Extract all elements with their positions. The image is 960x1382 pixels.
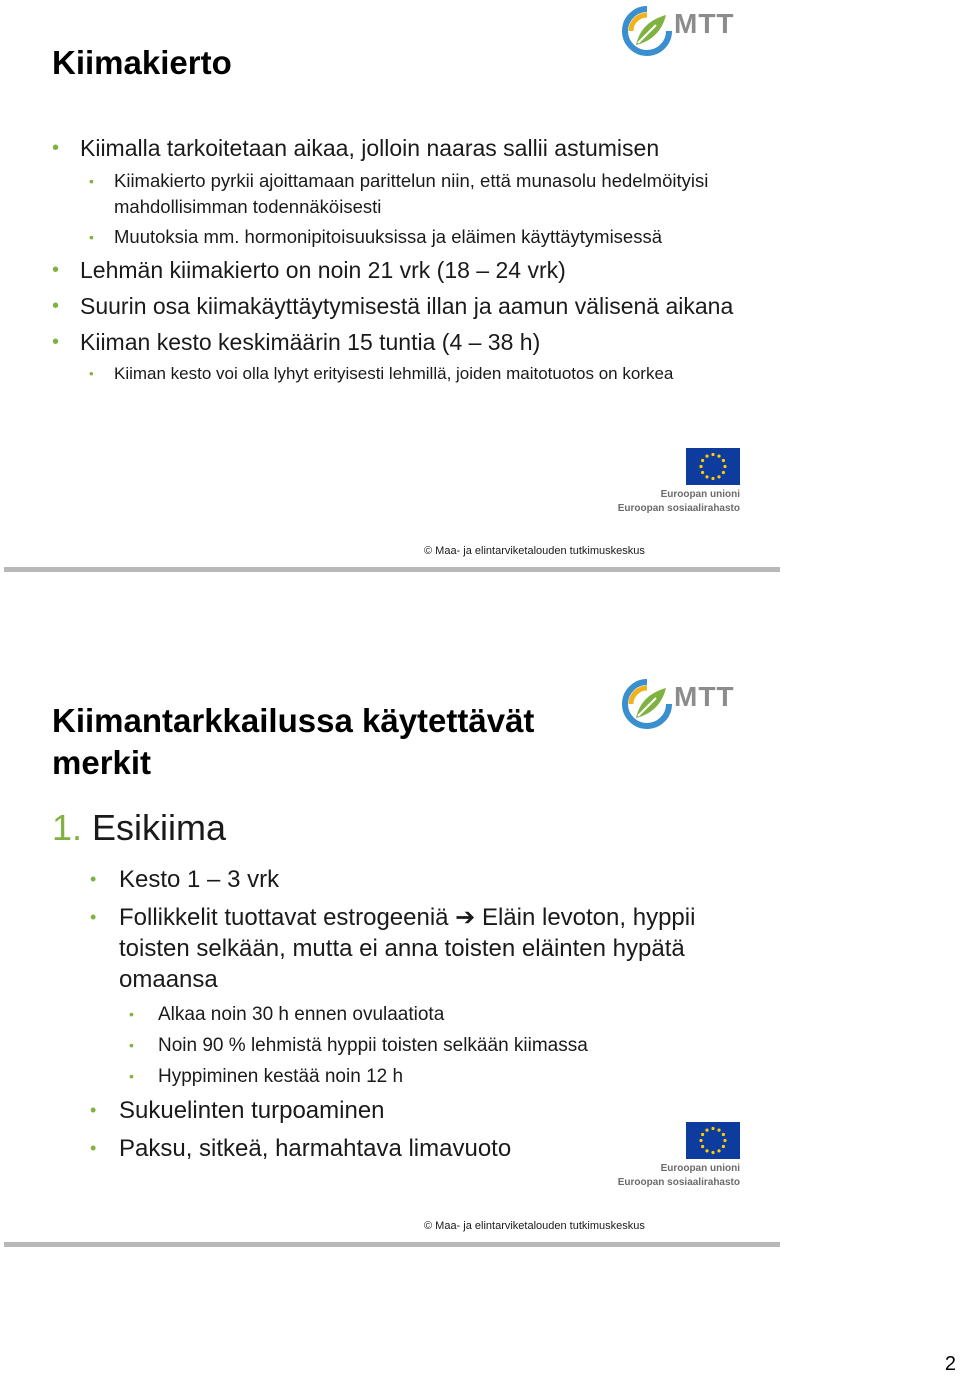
list-item: • Follikkelit tuottavat estrogeeniä ➔ Eläin levoton, hyppii toisten selkään, mutta ei anna toisten eläinten hypätä omaansa xyxy=(90,902,739,995)
slide-2-footer: © Maa- ja elintarviketalouden tutkimuskeskus xyxy=(424,1220,645,1232)
eu-logo xyxy=(618,448,744,518)
list-item: • Suurin osa kiimakäyttäytymisestä illan ja aamun välisenä aikana xyxy=(52,290,752,322)
mtt-logo xyxy=(622,5,748,61)
list-item: • Kiimalla tarkoitetaan aikaa, jolloin naaras sallii astumisen xyxy=(52,132,752,164)
mtt-logo-text: MTT xyxy=(674,681,735,712)
slide-1-footer: © Maa- ja elintarviketalouden tutkimuskeskus xyxy=(424,545,645,557)
mtt-logo-icon xyxy=(622,5,672,57)
eu-logo xyxy=(618,1122,744,1192)
list-item: • Paksu, sitkeä, harmahtava limavuoto xyxy=(90,1133,750,1164)
list-item: • Alkaa noin 30 h ennen ovulaatiota xyxy=(90,1002,750,1027)
slide-2-divider xyxy=(4,1242,780,1247)
eu-text xyxy=(618,1162,740,1190)
slide-1 xyxy=(0,0,780,575)
eu-flag-icon xyxy=(686,448,740,485)
slide-1-divider xyxy=(4,567,780,572)
slide-1-bullet-list xyxy=(52,132,752,385)
slide-2 xyxy=(0,672,780,1247)
mtt-logo xyxy=(622,678,748,734)
eu-text-line1: Euroopan unioni xyxy=(660,1163,740,1174)
eu-text-line2: Euroopan sosiaalirahasto xyxy=(617,1177,740,1188)
list-item: • Noin 90 % lehmistä hyppii toisten selkään kiimassa xyxy=(90,1033,750,1058)
list-item: • Muutoksia mm. hormonipitoisuuksissa ja eläimen käyttäytymisessä xyxy=(52,224,752,250)
section-number: 1. xyxy=(52,807,83,848)
eu-text-line2: Euroopan sosiaalirahasto xyxy=(617,503,740,514)
mtt-logo-text: MTT xyxy=(674,8,735,39)
list-item: • Hyppiminen kestää noin 12 h xyxy=(90,1064,750,1089)
slide-2-title: Kiimantarkkailussa käytettävät merkit xyxy=(52,702,535,781)
list-item: • Kiiman kesto keskimäärin 15 tuntia (4 – 38 h) xyxy=(52,326,752,358)
section-heading xyxy=(52,807,226,849)
eu-flag-icon xyxy=(686,1122,740,1159)
list-item: • Kiiman kesto voi olla lyhyt erityisesti lehmillä, joiden maitotuotos on korkea xyxy=(52,362,714,385)
list-item: • Kiimakierto pyrkii ajoittamaan parittelun niin, että munasolu hedelmöityisi mahdollisimman todennäköisesti xyxy=(52,168,752,220)
eu-text xyxy=(618,488,740,516)
list-item: • Sukuelinten turpoaminen xyxy=(90,1095,750,1126)
list-item: • Lehmän kiimakierto on noin 21 vrk (18 – 24 vrk) xyxy=(52,254,752,286)
page-number: 2 xyxy=(944,1353,956,1375)
mtt-logo-icon xyxy=(622,678,672,730)
list-item: • Kesto 1 – 3 vrk xyxy=(90,864,750,895)
section-heading-text: Esikiima xyxy=(92,807,227,848)
slide-1-title: Kiimakierto xyxy=(52,44,232,81)
eu-text-line1: Euroopan unioni xyxy=(660,489,740,500)
